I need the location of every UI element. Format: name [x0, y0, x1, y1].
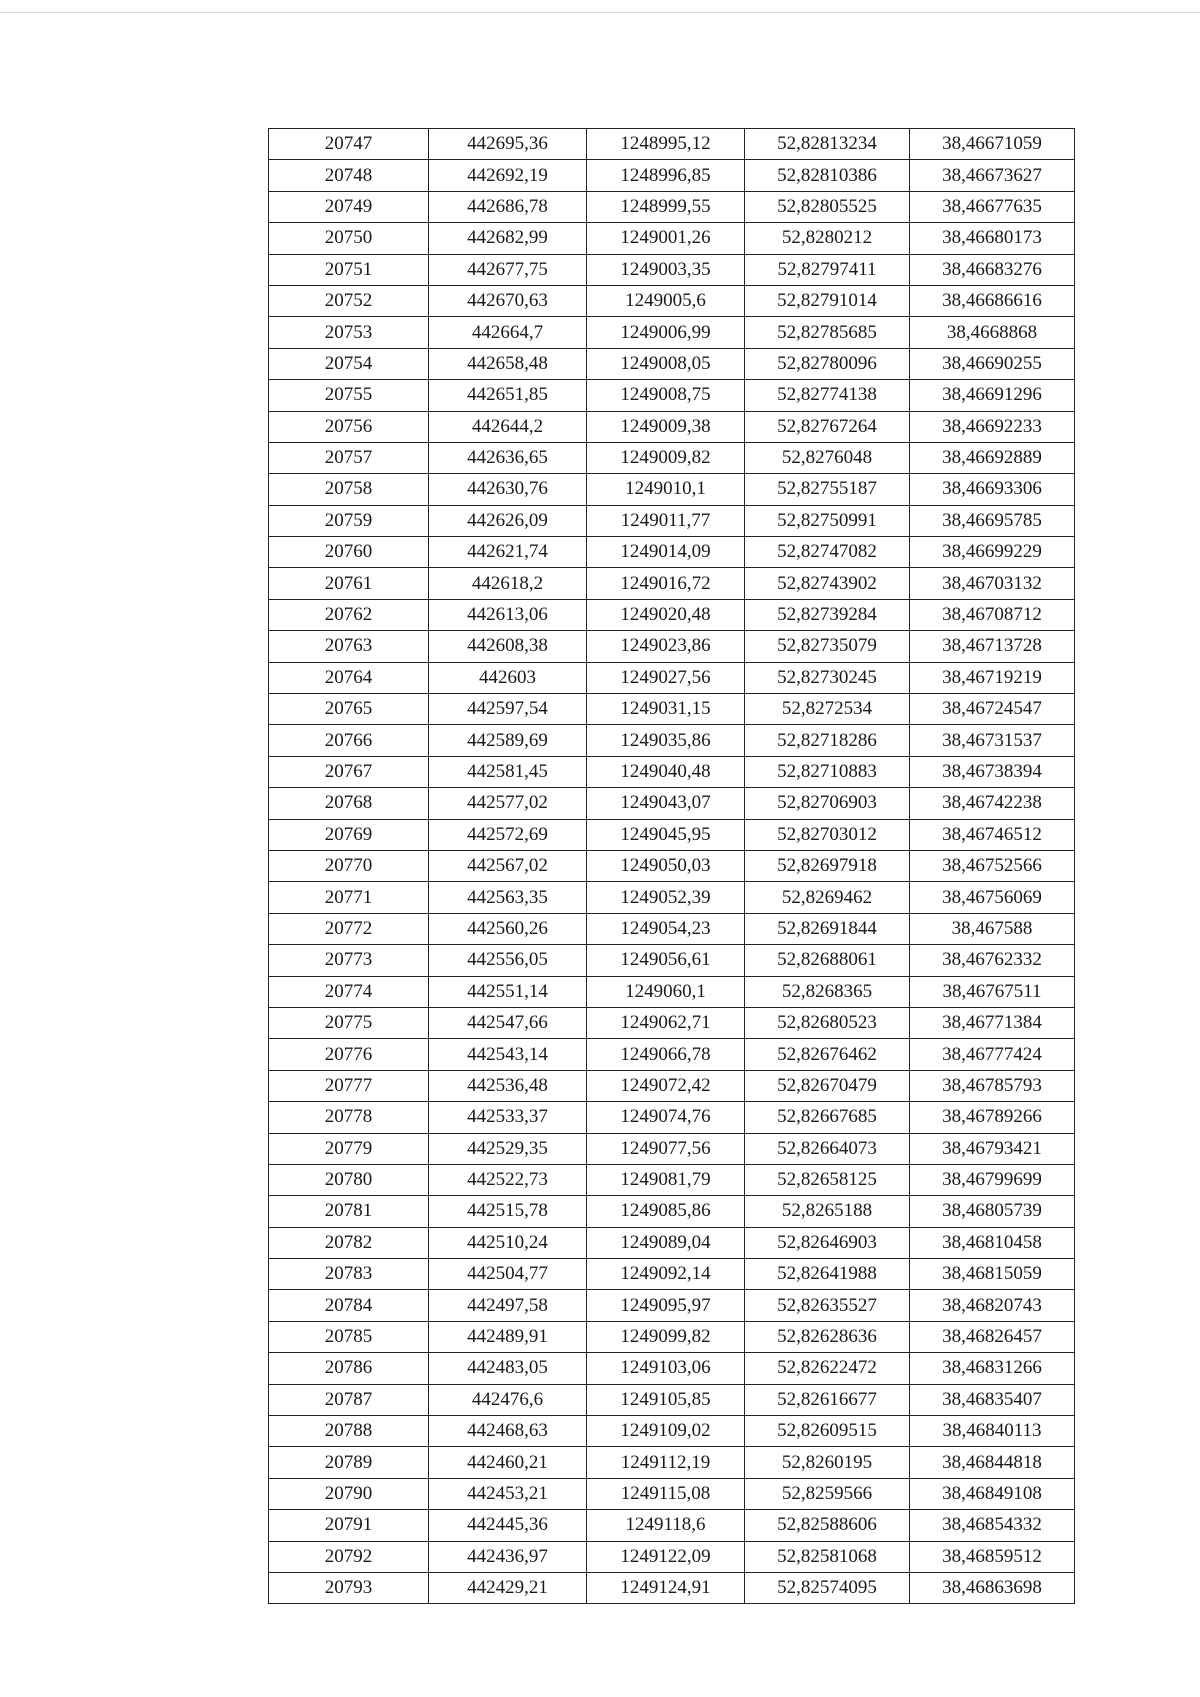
point-number-cell: 20777: [269, 1070, 429, 1101]
table-row: [269, 1007, 1075, 1038]
y-coordinate-cell: 1249054,23: [587, 913, 745, 944]
table-row: [269, 1196, 1075, 1227]
latitude-cell: 52,82581068: [745, 1541, 910, 1572]
latitude-cell: 52,82755187: [745, 474, 910, 505]
latitude-cell: 52,82735079: [745, 631, 910, 662]
y-coordinate-cell: 1249001,26: [587, 223, 745, 254]
longitude-cell: 38,46756069: [910, 882, 1075, 913]
table-row: [269, 945, 1075, 976]
point-number-cell: 20778: [269, 1102, 429, 1133]
x-coordinate-cell: 442560,26: [429, 913, 587, 944]
point-number-cell: 20771: [269, 882, 429, 913]
point-number-cell: 20793: [269, 1572, 429, 1603]
y-coordinate-cell: 1248996,85: [587, 160, 745, 191]
latitude-cell: 52,82641988: [745, 1259, 910, 1290]
y-coordinate-cell: 1249010,1: [587, 474, 745, 505]
x-coordinate-cell: 442608,38: [429, 631, 587, 662]
longitude-cell: 38,46677635: [910, 191, 1075, 222]
point-number-cell: 20747: [269, 129, 429, 160]
latitude-cell: 52,82664073: [745, 1133, 910, 1164]
table-row: [269, 1039, 1075, 1070]
y-coordinate-cell: 1249003,35: [587, 254, 745, 285]
y-coordinate-cell: 1249027,56: [587, 662, 745, 693]
table-row: [269, 285, 1075, 316]
latitude-cell: 52,82628636: [745, 1321, 910, 1352]
x-coordinate-cell: 442460,21: [429, 1447, 587, 1478]
point-number-cell: 20787: [269, 1384, 429, 1415]
x-coordinate-cell: 442547,66: [429, 1007, 587, 1038]
table-row: [269, 1259, 1075, 1290]
longitude-cell: 38,46738394: [910, 756, 1075, 787]
longitude-cell: 38,46831266: [910, 1353, 1075, 1384]
latitude-cell: 52,82706903: [745, 788, 910, 819]
longitude-cell: 38,4668868: [910, 317, 1075, 348]
longitude-cell: 38,46785793: [910, 1070, 1075, 1101]
y-coordinate-cell: 1249020,48: [587, 599, 745, 630]
y-coordinate-cell: 1249045,95: [587, 819, 745, 850]
y-coordinate-cell: 1249099,82: [587, 1321, 745, 1352]
y-coordinate-cell: 1249043,07: [587, 788, 745, 819]
longitude-cell: 38,46767511: [910, 976, 1075, 1007]
y-coordinate-cell: 1249005,6: [587, 285, 745, 316]
table-row: [269, 380, 1075, 411]
table-row: [269, 160, 1075, 191]
x-coordinate-cell: 442515,78: [429, 1196, 587, 1227]
longitude-cell: 38,46680173: [910, 223, 1075, 254]
point-number-cell: 20772: [269, 913, 429, 944]
latitude-cell: 52,82691844: [745, 913, 910, 944]
x-coordinate-cell: 442677,75: [429, 254, 587, 285]
y-coordinate-cell: 1249077,56: [587, 1133, 745, 1164]
y-coordinate-cell: 1249089,04: [587, 1227, 745, 1258]
point-number-cell: 20774: [269, 976, 429, 1007]
x-coordinate-cell: 442636,65: [429, 442, 587, 473]
longitude-cell: 38,46799699: [910, 1164, 1075, 1195]
point-number-cell: 20762: [269, 599, 429, 630]
point-number-cell: 20773: [269, 945, 429, 976]
point-number-cell: 20781: [269, 1196, 429, 1227]
longitude-cell: 38,46692889: [910, 442, 1075, 473]
point-number-cell: 20767: [269, 756, 429, 787]
latitude-cell: 52,82574095: [745, 1572, 910, 1603]
table-row: [269, 1227, 1075, 1258]
x-coordinate-cell: 442483,05: [429, 1353, 587, 1384]
table-row: [269, 756, 1075, 787]
latitude-cell: 52,8269462: [745, 882, 910, 913]
point-number-cell: 20763: [269, 631, 429, 662]
latitude-cell: 52,82680523: [745, 1007, 910, 1038]
table-row: [269, 694, 1075, 725]
point-number-cell: 20768: [269, 788, 429, 819]
x-coordinate-cell: 442445,36: [429, 1510, 587, 1541]
longitude-cell: 38,46859512: [910, 1541, 1075, 1572]
point-number-cell: 20776: [269, 1039, 429, 1070]
point-number-cell: 20786: [269, 1353, 429, 1384]
table-row: [269, 1541, 1075, 1572]
table-row: [269, 1447, 1075, 1478]
x-coordinate-cell: 442510,24: [429, 1227, 587, 1258]
y-coordinate-cell: 1249085,86: [587, 1196, 745, 1227]
longitude-cell: 38,46777424: [910, 1039, 1075, 1070]
longitude-cell: 38,46854332: [910, 1510, 1075, 1541]
table-row: [269, 317, 1075, 348]
table-row: [269, 442, 1075, 473]
table-row: [269, 1133, 1075, 1164]
x-coordinate-cell: 442497,58: [429, 1290, 587, 1321]
point-number-cell: 20792: [269, 1541, 429, 1572]
x-coordinate-cell: 442589,69: [429, 725, 587, 756]
y-coordinate-cell: 1249008,05: [587, 348, 745, 379]
latitude-cell: 52,82805525: [745, 191, 910, 222]
longitude-cell: 38,46731537: [910, 725, 1075, 756]
latitude-cell: 52,82588606: [745, 1510, 910, 1541]
latitude-cell: 52,82697918: [745, 850, 910, 881]
longitude-cell: 38,46835407: [910, 1384, 1075, 1415]
longitude-cell: 38,46683276: [910, 254, 1075, 285]
longitude-cell: 38,467588: [910, 913, 1075, 944]
latitude-cell: 52,82676462: [745, 1039, 910, 1070]
latitude-cell: 52,82730245: [745, 662, 910, 693]
longitude-cell: 38,46695785: [910, 505, 1075, 536]
x-coordinate-cell: 442603: [429, 662, 587, 693]
table-row: [269, 568, 1075, 599]
x-coordinate-cell: 442529,35: [429, 1133, 587, 1164]
latitude-cell: 52,82622472: [745, 1353, 910, 1384]
latitude-cell: 52,82791014: [745, 285, 910, 316]
x-coordinate-cell: 442436,97: [429, 1541, 587, 1572]
y-coordinate-cell: 1249016,72: [587, 568, 745, 599]
table-row: [269, 631, 1075, 662]
point-number-cell: 20785: [269, 1321, 429, 1352]
x-coordinate-cell: 442468,63: [429, 1416, 587, 1447]
y-coordinate-cell: 1249031,15: [587, 694, 745, 725]
longitude-cell: 38,46789266: [910, 1102, 1075, 1133]
point-number-cell: 20753: [269, 317, 429, 348]
y-coordinate-cell: 1249008,75: [587, 380, 745, 411]
point-number-cell: 20766: [269, 725, 429, 756]
latitude-cell: 52,82635527: [745, 1290, 910, 1321]
latitude-cell: 52,82739284: [745, 599, 910, 630]
table-row: [269, 1102, 1075, 1133]
longitude-cell: 38,46719219: [910, 662, 1075, 693]
latitude-cell: 52,8265188: [745, 1196, 910, 1227]
longitude-cell: 38,46815059: [910, 1259, 1075, 1290]
y-coordinate-cell: 1249014,09: [587, 537, 745, 568]
point-number-cell: 20751: [269, 254, 429, 285]
longitude-cell: 38,46805739: [910, 1196, 1075, 1227]
table-row: [269, 505, 1075, 536]
table-row: [269, 1478, 1075, 1509]
x-coordinate-cell: 442651,85: [429, 380, 587, 411]
x-coordinate-cell: 442453,21: [429, 1478, 587, 1509]
latitude-cell: 52,82616677: [745, 1384, 910, 1415]
table-row: [269, 1321, 1075, 1352]
point-number-cell: 20775: [269, 1007, 429, 1038]
y-coordinate-cell: 1249035,86: [587, 725, 745, 756]
latitude-cell: 52,82797411: [745, 254, 910, 285]
y-coordinate-cell: 1249105,85: [587, 1384, 745, 1415]
y-coordinate-cell: 1249062,71: [587, 1007, 745, 1038]
y-coordinate-cell: 1249009,38: [587, 411, 745, 442]
y-coordinate-cell: 1249023,86: [587, 631, 745, 662]
x-coordinate-cell: 442686,78: [429, 191, 587, 222]
y-coordinate-cell: 1249052,39: [587, 882, 745, 913]
table-row: [269, 1290, 1075, 1321]
point-number-cell: 20756: [269, 411, 429, 442]
table-row: [269, 474, 1075, 505]
latitude-cell: 52,82743902: [745, 568, 910, 599]
y-coordinate-cell: 1249056,61: [587, 945, 745, 976]
table-row: [269, 191, 1075, 222]
y-coordinate-cell: 1248999,55: [587, 191, 745, 222]
table-row: [269, 599, 1075, 630]
y-coordinate-cell: 1249092,14: [587, 1259, 745, 1290]
point-number-cell: 20784: [269, 1290, 429, 1321]
latitude-cell: 52,82609515: [745, 1416, 910, 1447]
x-coordinate-cell: 442597,54: [429, 694, 587, 725]
latitude-cell: 52,8276048: [745, 442, 910, 473]
x-coordinate-cell: 442476,6: [429, 1384, 587, 1415]
y-coordinate-cell: 1249081,79: [587, 1164, 745, 1195]
y-coordinate-cell: 1249040,48: [587, 756, 745, 787]
x-coordinate-cell: 442577,02: [429, 788, 587, 819]
longitude-cell: 38,46690255: [910, 348, 1075, 379]
x-coordinate-cell: 442543,14: [429, 1039, 587, 1070]
point-number-cell: 20789: [269, 1447, 429, 1478]
point-number-cell: 20760: [269, 537, 429, 568]
y-coordinate-cell: 1248995,12: [587, 129, 745, 160]
point-number-cell: 20749: [269, 191, 429, 222]
table-row: [269, 223, 1075, 254]
x-coordinate-cell: 442618,2: [429, 568, 587, 599]
longitude-cell: 38,46692233: [910, 411, 1075, 442]
point-number-cell: 20761: [269, 568, 429, 599]
point-number-cell: 20757: [269, 442, 429, 473]
longitude-cell: 38,46713728: [910, 631, 1075, 662]
latitude-cell: 52,82780096: [745, 348, 910, 379]
latitude-cell: 52,8260195: [745, 1447, 910, 1478]
table-row: [269, 976, 1075, 1007]
point-number-cell: 20790: [269, 1478, 429, 1509]
latitude-cell: 52,8280212: [745, 223, 910, 254]
x-coordinate-cell: 442695,36: [429, 129, 587, 160]
longitude-cell: 38,46742238: [910, 788, 1075, 819]
point-number-cell: 20755: [269, 380, 429, 411]
y-coordinate-cell: 1249060,1: [587, 976, 745, 1007]
longitude-cell: 38,46673627: [910, 160, 1075, 191]
y-coordinate-cell: 1249009,82: [587, 442, 745, 473]
latitude-cell: 52,8272534: [745, 694, 910, 725]
latitude-cell: 52,82703012: [745, 819, 910, 850]
x-coordinate-cell: 442489,91: [429, 1321, 587, 1352]
x-coordinate-cell: 442682,99: [429, 223, 587, 254]
latitude-cell: 52,82810386: [745, 160, 910, 191]
longitude-cell: 38,46793421: [910, 1133, 1075, 1164]
point-number-cell: 20752: [269, 285, 429, 316]
x-coordinate-cell: 442621,74: [429, 537, 587, 568]
table-row: [269, 1353, 1075, 1384]
x-coordinate-cell: 442613,06: [429, 599, 587, 630]
y-coordinate-cell: 1249006,99: [587, 317, 745, 348]
x-coordinate-cell: 442626,09: [429, 505, 587, 536]
y-coordinate-cell: 1249074,76: [587, 1102, 745, 1133]
latitude-cell: 52,82785685: [745, 317, 910, 348]
longitude-cell: 38,46844818: [910, 1447, 1075, 1478]
latitude-cell: 52,82667685: [745, 1102, 910, 1133]
y-coordinate-cell: 1249066,78: [587, 1039, 745, 1070]
latitude-cell: 52,82750991: [745, 505, 910, 536]
table-row: [269, 819, 1075, 850]
y-coordinate-cell: 1249115,08: [587, 1478, 745, 1509]
x-coordinate-cell: 442581,45: [429, 756, 587, 787]
longitude-cell: 38,46849108: [910, 1478, 1075, 1509]
table-row: [269, 348, 1075, 379]
table-row: [269, 254, 1075, 285]
table-row: [269, 850, 1075, 881]
point-number-cell: 20791: [269, 1510, 429, 1541]
point-number-cell: 20783: [269, 1259, 429, 1290]
y-coordinate-cell: 1249124,91: [587, 1572, 745, 1603]
y-coordinate-cell: 1249050,03: [587, 850, 745, 881]
latitude-cell: 52,82718286: [745, 725, 910, 756]
table-row: [269, 882, 1075, 913]
x-coordinate-cell: 442692,19: [429, 160, 587, 191]
x-coordinate-cell: 442664,7: [429, 317, 587, 348]
point-number-cell: 20782: [269, 1227, 429, 1258]
table-row: [269, 913, 1075, 944]
x-coordinate-cell: 442536,48: [429, 1070, 587, 1101]
longitude-cell: 38,46820743: [910, 1290, 1075, 1321]
latitude-cell: 52,82767264: [745, 411, 910, 442]
latitude-cell: 52,82688061: [745, 945, 910, 976]
latitude-cell: 52,82658125: [745, 1164, 910, 1195]
longitude-cell: 38,46708712: [910, 599, 1075, 630]
y-coordinate-cell: 1249095,97: [587, 1290, 745, 1321]
y-coordinate-cell: 1249112,19: [587, 1447, 745, 1478]
x-coordinate-cell: 442567,02: [429, 850, 587, 881]
longitude-cell: 38,46686616: [910, 285, 1075, 316]
table-row: [269, 1572, 1075, 1603]
latitude-cell: 52,82646903: [745, 1227, 910, 1258]
y-coordinate-cell: 1249072,42: [587, 1070, 745, 1101]
point-number-cell: 20750: [269, 223, 429, 254]
table-row: [269, 411, 1075, 442]
y-coordinate-cell: 1249118,6: [587, 1510, 745, 1541]
x-coordinate-cell: 442533,37: [429, 1102, 587, 1133]
longitude-cell: 38,46746512: [910, 819, 1075, 850]
table-row: [269, 1416, 1075, 1447]
scan-edge-line: [0, 12, 1200, 13]
longitude-cell: 38,46771384: [910, 1007, 1075, 1038]
longitude-cell: 38,46691296: [910, 380, 1075, 411]
point-number-cell: 20779: [269, 1133, 429, 1164]
longitude-cell: 38,46762332: [910, 945, 1075, 976]
longitude-cell: 38,46699229: [910, 537, 1075, 568]
latitude-cell: 52,8259566: [745, 1478, 910, 1509]
latitude-cell: 52,8268365: [745, 976, 910, 1007]
table-row: [269, 725, 1075, 756]
x-coordinate-cell: 442563,35: [429, 882, 587, 913]
latitude-cell: 52,82670479: [745, 1070, 910, 1101]
point-number-cell: 20754: [269, 348, 429, 379]
longitude-cell: 38,46810458: [910, 1227, 1075, 1258]
table-row: [269, 1070, 1075, 1101]
x-coordinate-cell: 442551,14: [429, 976, 587, 1007]
table-row: [269, 537, 1075, 568]
point-number-cell: 20788: [269, 1416, 429, 1447]
longitude-cell: 38,46752566: [910, 850, 1075, 881]
x-coordinate-cell: 442522,73: [429, 1164, 587, 1195]
point-number-cell: 20765: [269, 694, 429, 725]
y-coordinate-cell: 1249109,02: [587, 1416, 745, 1447]
point-number-cell: 20748: [269, 160, 429, 191]
coordinates-table-body: [269, 129, 1075, 1604]
table-row: [269, 1164, 1075, 1195]
longitude-cell: 38,46671059: [910, 129, 1075, 160]
x-coordinate-cell: 442630,76: [429, 474, 587, 505]
table-row: [269, 129, 1075, 160]
longitude-cell: 38,46724547: [910, 694, 1075, 725]
point-number-cell: 20780: [269, 1164, 429, 1195]
latitude-cell: 52,82747082: [745, 537, 910, 568]
x-coordinate-cell: 442658,48: [429, 348, 587, 379]
x-coordinate-cell: 442429,21: [429, 1572, 587, 1603]
coordinates-table-container: [268, 128, 1074, 1604]
coordinates-table: [268, 128, 1075, 1604]
latitude-cell: 52,82710883: [745, 756, 910, 787]
point-number-cell: 20759: [269, 505, 429, 536]
longitude-cell: 38,46693306: [910, 474, 1075, 505]
longitude-cell: 38,46840113: [910, 1416, 1075, 1447]
x-coordinate-cell: 442572,69: [429, 819, 587, 850]
point-number-cell: 20769: [269, 819, 429, 850]
longitude-cell: 38,46826457: [910, 1321, 1075, 1352]
longitude-cell: 38,46703132: [910, 568, 1075, 599]
x-coordinate-cell: 442504,77: [429, 1259, 587, 1290]
y-coordinate-cell: 1249122,09: [587, 1541, 745, 1572]
table-row: [269, 1510, 1075, 1541]
x-coordinate-cell: 442670,63: [429, 285, 587, 316]
x-coordinate-cell: 442644,2: [429, 411, 587, 442]
point-number-cell: 20758: [269, 474, 429, 505]
table-row: [269, 1384, 1075, 1415]
y-coordinate-cell: 1249103,06: [587, 1353, 745, 1384]
latitude-cell: 52,82774138: [745, 380, 910, 411]
latitude-cell: 52,82813234: [745, 129, 910, 160]
x-coordinate-cell: 442556,05: [429, 945, 587, 976]
table-row: [269, 788, 1075, 819]
longitude-cell: 38,46863698: [910, 1572, 1075, 1603]
point-number-cell: 20764: [269, 662, 429, 693]
point-number-cell: 20770: [269, 850, 429, 881]
y-coordinate-cell: 1249011,77: [587, 505, 745, 536]
table-row: [269, 662, 1075, 693]
